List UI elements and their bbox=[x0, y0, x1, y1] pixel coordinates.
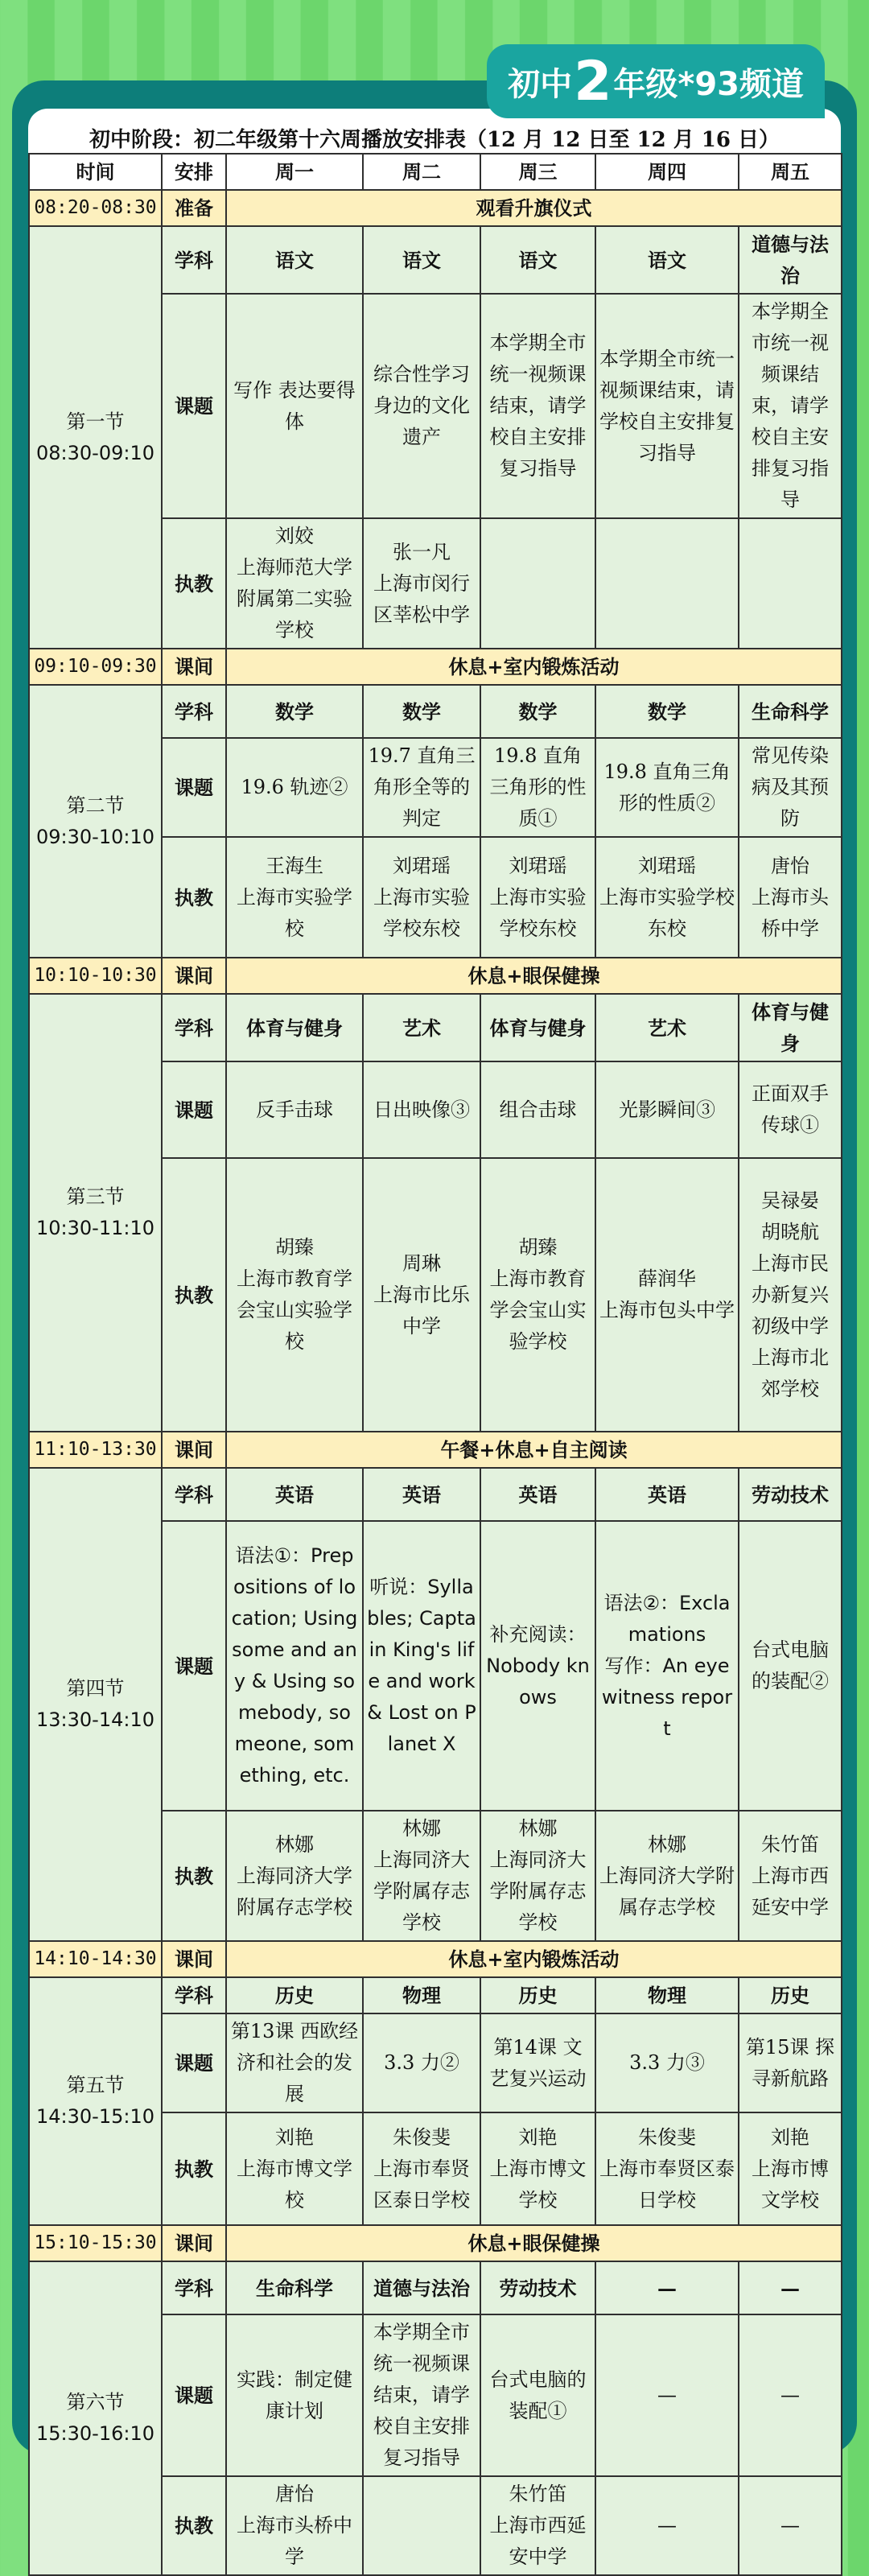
subject-cell-fri: — bbox=[739, 2261, 842, 2314]
teacher-cell-tue: 周琳 上海市比乐中学 bbox=[363, 1158, 480, 1432]
topic-cell-wed: 组合击球 bbox=[480, 1061, 595, 1158]
topic-cell-tue: 听说：Syllables; Captain King's life and work & Lost on Planet X bbox=[363, 1521, 480, 1811]
subject-cell-thu: 英语 bbox=[595, 1468, 739, 1521]
subject-cell-tue: 艺术 bbox=[363, 994, 480, 1061]
schedule-title: 初中阶段：初二年级第十六周播放安排表（12 月 12 日至 12 月 16 日） bbox=[89, 127, 780, 152]
subject-cell-fri: 道德与法治 bbox=[739, 226, 842, 294]
subject-cell-tue: 数学 bbox=[363, 685, 480, 738]
subject-cell-wed: 体育与健身 bbox=[480, 994, 595, 1061]
teacher-cell-tue: 张一凡 上海市闵行区莘松中学 bbox=[363, 518, 480, 649]
break-row bbox=[29, 958, 842, 994]
topic-cell-tue: 19.7 直角三角形全等的判定 bbox=[363, 738, 480, 837]
topic-cell-tue: 日出映像③ bbox=[363, 1061, 480, 1158]
period-name: 第一节 bbox=[66, 410, 125, 433]
subject-cell-mon: 历史 bbox=[226, 1977, 363, 2013]
subject-cell-mon: 生命科学 bbox=[226, 2261, 363, 2314]
row-label-subject: 学科 bbox=[162, 226, 226, 294]
break-time: 11:10-13:30 bbox=[29, 1432, 162, 1468]
subject-cell-fri: 生命科学 bbox=[739, 685, 842, 738]
subject-cell-tue: 语文 bbox=[363, 226, 480, 294]
subject-cell-thu: 语文 bbox=[595, 226, 739, 294]
schedule-table bbox=[28, 153, 842, 2576]
subject-cell-wed: 历史 bbox=[480, 1977, 595, 2013]
schedule-card bbox=[12, 80, 857, 2568]
topic-cell-thu: 3.3 力③ bbox=[595, 2013, 739, 2112]
row-label-teacher: 执教 bbox=[162, 837, 226, 958]
header-tue: 周二 bbox=[363, 154, 480, 190]
topic-cell-thu: 本学期全市统一视频课结束，请学校自主安排复习指导 bbox=[595, 294, 739, 518]
teacher-cell-fri: — bbox=[739, 2476, 842, 2575]
row-label-topic: 课题 bbox=[162, 1521, 226, 1811]
topic-cell-fri: 本学期全市统一视频课结束，请学校自主安排复习指导 bbox=[739, 294, 842, 518]
topic-cell-thu: — bbox=[595, 2314, 739, 2476]
period-time: 15:30-16:10 bbox=[36, 2422, 154, 2445]
period-subject-row bbox=[29, 1468, 842, 1521]
period-slot bbox=[29, 685, 162, 958]
row-label-topic: 课题 bbox=[162, 738, 226, 837]
teacher-cell-tue: 刘珺瑶 上海市实验学校东校 bbox=[363, 837, 480, 958]
badge-prefix: 初中 bbox=[508, 65, 573, 103]
teacher-cell-wed: 胡臻 上海市教育学会宝山实验学校 bbox=[480, 1158, 595, 1432]
subject-cell-wed: 英语 bbox=[480, 1468, 595, 1521]
topic-cell-wed: 19.8 直角三角形的性质① bbox=[480, 738, 595, 837]
header-row bbox=[29, 154, 842, 190]
teacher-cell-thu: 刘珺瑶 上海市实验学校东校 bbox=[595, 837, 739, 958]
topic-cell-wed: 补充阅读：Nobody knows bbox=[480, 1521, 595, 1811]
break-label: 课间 bbox=[162, 649, 226, 685]
subject-cell-mon: 数学 bbox=[226, 685, 363, 738]
teacher-cell-fri: 唐怡 上海市头桥中学 bbox=[739, 837, 842, 958]
subject-cell-tue: 物理 bbox=[363, 1977, 480, 2013]
subject-cell-mon: 英语 bbox=[226, 1468, 363, 1521]
topic-cell-mon: 实践：制定健康计划 bbox=[226, 2314, 363, 2476]
row-label-subject: 学科 bbox=[162, 1468, 226, 1521]
topic-cell-tue: 综合性学习 身边的文化遗产 bbox=[363, 294, 480, 518]
subject-cell-tue: 英语 bbox=[363, 1468, 480, 1521]
teacher-cell-wed: 林娜 上海同济大学附属存志学校 bbox=[480, 1811, 595, 1941]
break-label: 课间 bbox=[162, 1432, 226, 1468]
break-time: 09:10-09:30 bbox=[29, 649, 162, 685]
break-time: 10:10-10:30 bbox=[29, 958, 162, 994]
topic-cell-fri: 正面双手传球① bbox=[739, 1061, 842, 1158]
period-subject-row bbox=[29, 226, 842, 294]
topic-cell-thu: 光影瞬间③ bbox=[595, 1061, 739, 1158]
break-label: 课间 bbox=[162, 1941, 226, 1977]
break-activity: 休息+室内锻炼活动 bbox=[226, 1941, 842, 1977]
topic-cell-fri: 台式电脑的装配② bbox=[739, 1521, 842, 1811]
period-name: 第六节 bbox=[66, 2391, 125, 2413]
badge-grade-number: 2 bbox=[574, 49, 612, 113]
topic-cell-mon: 第13课 西欧经济和社会的发展 bbox=[226, 2013, 363, 2112]
teacher-cell-mon: 唐怡 上海市头桥中学 bbox=[226, 2476, 363, 2575]
subject-cell-thu: 数学 bbox=[595, 685, 739, 738]
break-label: 准备 bbox=[162, 190, 226, 226]
teacher-cell-fri: 吴禄晏 胡晓航 上海市民办新复兴初级中学 上海市北郊学校 bbox=[739, 1158, 842, 1432]
teacher-cell-fri bbox=[739, 518, 842, 649]
row-label-topic: 课题 bbox=[162, 1061, 226, 1158]
teacher-cell-tue bbox=[363, 2476, 480, 2575]
period-time: 13:30-14:10 bbox=[36, 1708, 154, 1731]
period-name: 第二节 bbox=[66, 793, 125, 817]
topic-cell-mon: 语法①：Prepositions of location; Using some and any & Using somebody, someone, something, etc. bbox=[226, 1521, 363, 1811]
break-activity: 休息+眼保健操 bbox=[226, 958, 842, 994]
row-label-teacher: 执教 bbox=[162, 518, 226, 649]
row-label-topic: 课题 bbox=[162, 294, 226, 518]
teacher-cell-mon: 林娜 上海同济大学附属存志学校 bbox=[226, 1811, 363, 1941]
subject-cell-fri: 历史 bbox=[739, 1977, 842, 2013]
teacher-cell-fri: 朱竹笛 上海市西延安中学 bbox=[739, 1811, 842, 1941]
break-label: 课间 bbox=[162, 2225, 226, 2261]
row-label-teacher: 执教 bbox=[162, 1811, 226, 1941]
schedule-body bbox=[29, 190, 842, 2575]
break-row bbox=[29, 1432, 842, 1468]
header-mon: 周一 bbox=[226, 154, 363, 190]
subject-cell-mon: 语文 bbox=[226, 226, 363, 294]
teacher-cell-mon: 刘姣 上海师范大学附属第二实验学校 bbox=[226, 518, 363, 649]
subject-cell-thu: 物理 bbox=[595, 1977, 739, 2013]
subject-cell-fri: 体育与健身 bbox=[739, 994, 842, 1061]
header-fri: 周五 bbox=[739, 154, 842, 190]
period-slot bbox=[29, 994, 162, 1432]
period-slot bbox=[29, 226, 162, 649]
teacher-cell-mon: 刘艳 上海市博文学校 bbox=[226, 2112, 363, 2225]
row-label-subject: 学科 bbox=[162, 685, 226, 738]
period-subject-row bbox=[29, 685, 842, 738]
break-activity: 休息+眼保健操 bbox=[226, 2225, 842, 2261]
row-label-teacher: 执教 bbox=[162, 2476, 226, 2575]
break-row bbox=[29, 1941, 842, 1977]
teacher-cell-thu: 薛润华 上海市包头中学 bbox=[595, 1158, 739, 1432]
break-row bbox=[29, 190, 842, 226]
period-slot bbox=[29, 2261, 162, 2575]
break-activity: 休息+室内锻炼活动 bbox=[226, 649, 842, 685]
topic-cell-fri: — bbox=[739, 2314, 842, 2476]
period-time: 14:30-15:10 bbox=[36, 2105, 154, 2128]
topic-cell-mon: 写作 表达要得体 bbox=[226, 294, 363, 518]
topic-cell-thu: 19.8 直角三角形的性质② bbox=[595, 738, 739, 837]
period-slot bbox=[29, 1977, 162, 2225]
topic-cell-mon: 19.6 轨迹② bbox=[226, 738, 363, 837]
period-name: 第三节 bbox=[66, 1185, 125, 1208]
channel-badge bbox=[487, 44, 825, 118]
header-wed: 周三 bbox=[480, 154, 595, 190]
period-time: 08:30-09:10 bbox=[36, 441, 154, 464]
teacher-cell-thu bbox=[595, 518, 739, 649]
header-thu: 周四 bbox=[595, 154, 739, 190]
topic-cell-wed: 本学期全市统一视频课结束，请学校自主安排复习指导 bbox=[480, 294, 595, 518]
period-name: 第四节 bbox=[66, 1677, 125, 1700]
break-time: 14:10-14:30 bbox=[29, 1941, 162, 1977]
topic-cell-tue: 3.3 力② bbox=[363, 2013, 480, 2112]
subject-cell-thu: 艺术 bbox=[595, 994, 739, 1061]
teacher-cell-wed: 刘珺瑶 上海市实验学校东校 bbox=[480, 837, 595, 958]
period-time: 09:30-10:10 bbox=[36, 825, 154, 848]
period-subject-row bbox=[29, 1977, 842, 2013]
teacher-cell-fri: 刘艳 上海市博文学校 bbox=[739, 2112, 842, 2225]
break-row bbox=[29, 2225, 842, 2261]
row-label-subject: 学科 bbox=[162, 1977, 226, 2013]
subject-cell-mon: 体育与健身 bbox=[226, 994, 363, 1061]
subject-cell-tue: 道德与法治 bbox=[363, 2261, 480, 2314]
topic-cell-fri: 常见传染病及其预防 bbox=[739, 738, 842, 837]
teacher-cell-tue: 朱俊斐 上海市奉贤区泰日学校 bbox=[363, 2112, 480, 2225]
break-activity: 观看升旗仪式 bbox=[226, 190, 842, 226]
period-subject-row bbox=[29, 994, 842, 1061]
teacher-cell-wed bbox=[480, 518, 595, 649]
break-row bbox=[29, 649, 842, 685]
row-label-teacher: 执教 bbox=[162, 2112, 226, 2225]
break-time: 08:20-08:30 bbox=[29, 190, 162, 226]
topic-cell-fri: 第15课 探寻新航路 bbox=[739, 2013, 842, 2112]
row-label-subject: 学科 bbox=[162, 2261, 226, 2314]
subject-cell-wed: 数学 bbox=[480, 685, 595, 738]
header-time: 时间 bbox=[29, 154, 162, 190]
topic-cell-wed: 第14课 文艺复兴运动 bbox=[480, 2013, 595, 2112]
subject-cell-thu: — bbox=[595, 2261, 739, 2314]
period-slot bbox=[29, 1468, 162, 1941]
row-label-topic: 课题 bbox=[162, 2314, 226, 2476]
break-label: 课间 bbox=[162, 958, 226, 994]
schedule-panel bbox=[28, 109, 841, 2568]
teacher-cell-wed: 朱竹笛 上海市西延安中学 bbox=[480, 2476, 595, 2575]
teacher-cell-thu: 林娜 上海同济大学附属存志学校 bbox=[595, 1811, 739, 1941]
subject-cell-wed: 语文 bbox=[480, 226, 595, 294]
topic-cell-wed: 台式电脑的装配① bbox=[480, 2314, 595, 2476]
teacher-cell-mon: 胡臻 上海市教育学会宝山实验学校 bbox=[226, 1158, 363, 1432]
teacher-cell-tue: 林娜 上海同济大学附属存志学校 bbox=[363, 1811, 480, 1941]
teacher-cell-wed: 刘艳 上海市博文学校 bbox=[480, 2112, 595, 2225]
teacher-cell-thu: 朱俊斐 上海市奉贤区泰日学校 bbox=[595, 2112, 739, 2225]
break-time: 15:10-15:30 bbox=[29, 2225, 162, 2261]
teacher-cell-mon: 王海生 上海市实验学校 bbox=[226, 837, 363, 958]
period-subject-row bbox=[29, 2261, 842, 2314]
topic-cell-tue: 本学期全市统一视频课结束，请学校自主安排复习指导 bbox=[363, 2314, 480, 2476]
badge-suffix: 年级*93频道 bbox=[613, 65, 804, 103]
row-label-subject: 学科 bbox=[162, 994, 226, 1061]
break-activity: 午餐+休息+自主阅读 bbox=[226, 1432, 842, 1468]
subject-cell-fri: 劳动技术 bbox=[739, 1468, 842, 1521]
topic-cell-mon: 反手击球 bbox=[226, 1061, 363, 1158]
row-label-topic: 课题 bbox=[162, 2013, 226, 2112]
teacher-cell-thu: — bbox=[595, 2476, 739, 2575]
period-name: 第五节 bbox=[66, 2074, 125, 2096]
subject-cell-wed: 劳动技术 bbox=[480, 2261, 595, 2314]
period-time: 10:30-11:10 bbox=[36, 1217, 154, 1239]
header-arrangement: 安排 bbox=[162, 154, 226, 190]
topic-cell-thu: 语法②：Exclamations 写作：An eyewitness report bbox=[595, 1521, 739, 1811]
row-label-teacher: 执教 bbox=[162, 1158, 226, 1432]
